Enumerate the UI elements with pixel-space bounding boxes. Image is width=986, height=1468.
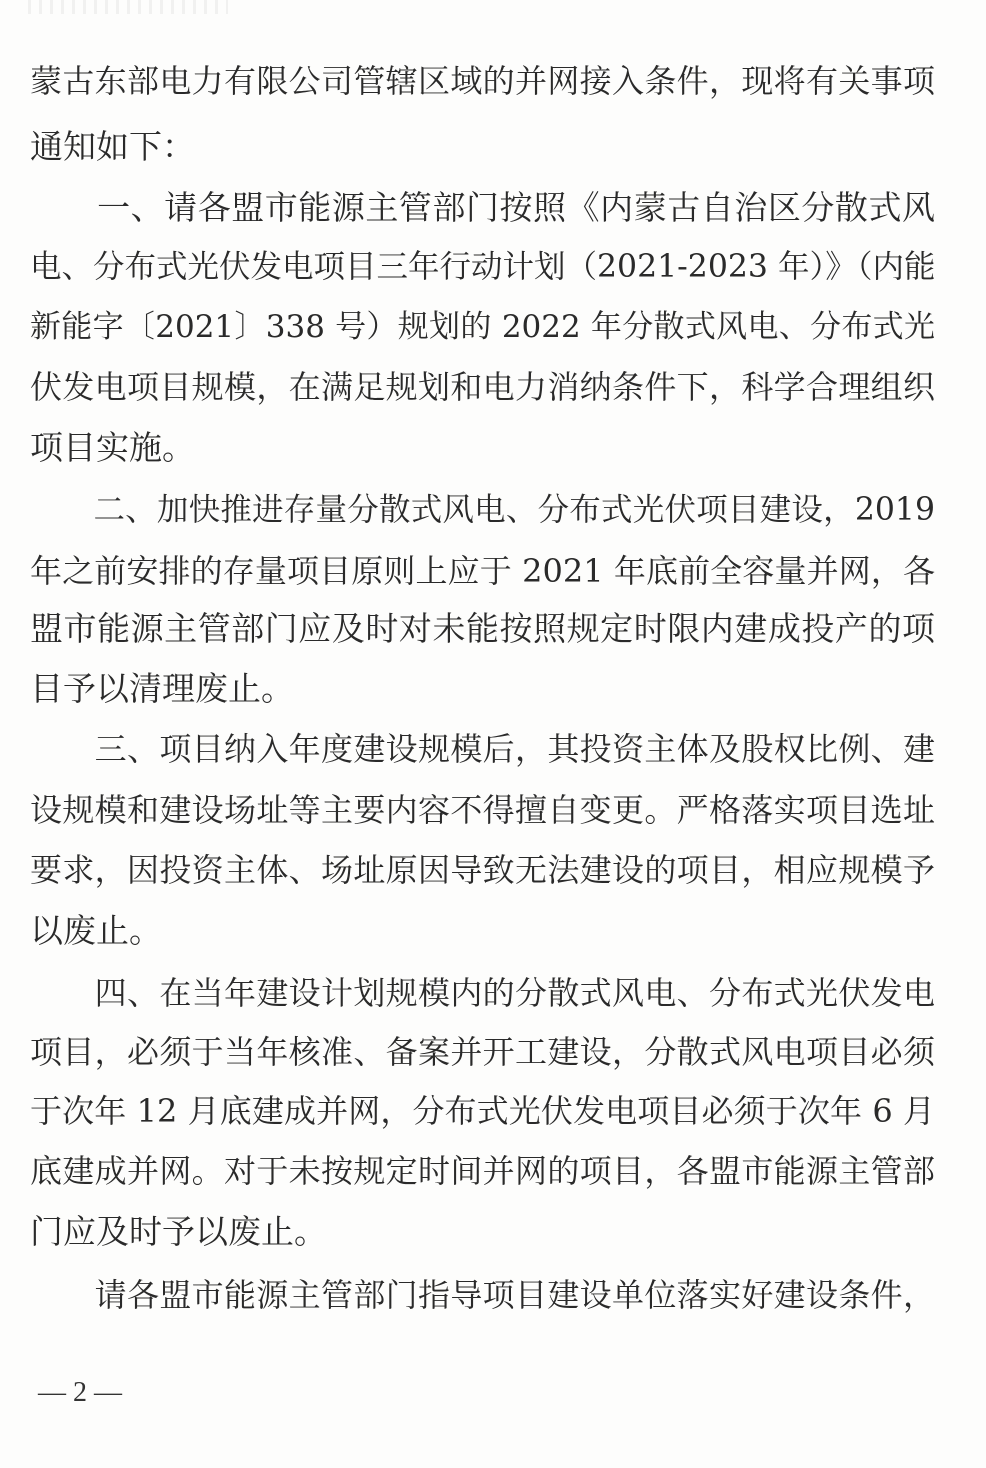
body-line-3: 一、请各盟市能源主管部门按照《内蒙古自治区分散式风 xyxy=(30,188,935,227)
body-line-8: 二、加快推进存量分散式风电、分布式光伏项目建设，2019 xyxy=(30,492,935,528)
body-line-5: 新能字〔2021〕338 号）规划的 2022 年分散式风电、分布式光 xyxy=(30,309,935,345)
body-line-21: 请各盟市能源主管部门指导项目建设单位落实好建设条件， xyxy=(30,1276,935,1314)
body-line-4: 电、分布式光伏发电项目三年行动计划（2021-2023 年）》（内能 xyxy=(30,249,936,285)
body-line-7: 项目实施。 xyxy=(30,428,195,467)
body-line-15: 以废止。 xyxy=(30,911,162,950)
body-line-16: 四、在当年建设计划规模内的分散式风电、分布式光伏发电 xyxy=(30,974,935,1012)
body-line-14: 要求，因投资主体、场址原因导致无法建设的项目，相应规模予 xyxy=(30,851,935,889)
scan-artifact xyxy=(28,0,228,14)
body-line-17: 项目，必须于当年核准、备案并开工建设，分散式风电项目必须 xyxy=(30,1033,935,1071)
body-line-12: 三、项目纳入年度建设规模后，其投资主体及股权比例、建 xyxy=(30,730,935,768)
body-line-1: 蒙古东部电力有限公司管辖区域的并网接入条件，现将有关事项 xyxy=(30,62,935,100)
body-line-13: 设规模和建设场址等主要内容不得擅自变更。严格落实项目选址 xyxy=(30,791,935,829)
body-line-11: 目予以清理废止。 xyxy=(30,669,294,708)
body-line-2: 通知如下： xyxy=(30,127,195,166)
body-line-18: 于次年 12 月底建成并网，分布式光伏发电项目必须于次年 6 月 xyxy=(30,1092,935,1130)
body-line-9: 年之前安排的存量项目原则上应于 2021 年底前全容量并网，各 xyxy=(30,552,935,590)
page-number: — 2 — xyxy=(38,1377,122,1408)
body-line-20: 门应及时予以废止。 xyxy=(30,1212,327,1251)
body-line-19: 底建成并网。对于未按规定时间并网的项目，各盟市能源主管部 xyxy=(30,1152,935,1190)
body-line-10: 盟市能源主管部门应及时对未能按照规定时限内建成投产的项 xyxy=(30,609,935,648)
body-line-6: 伏发电项目规模，在满足规划和电力消纳条件下，科学合理组织 xyxy=(30,368,935,406)
